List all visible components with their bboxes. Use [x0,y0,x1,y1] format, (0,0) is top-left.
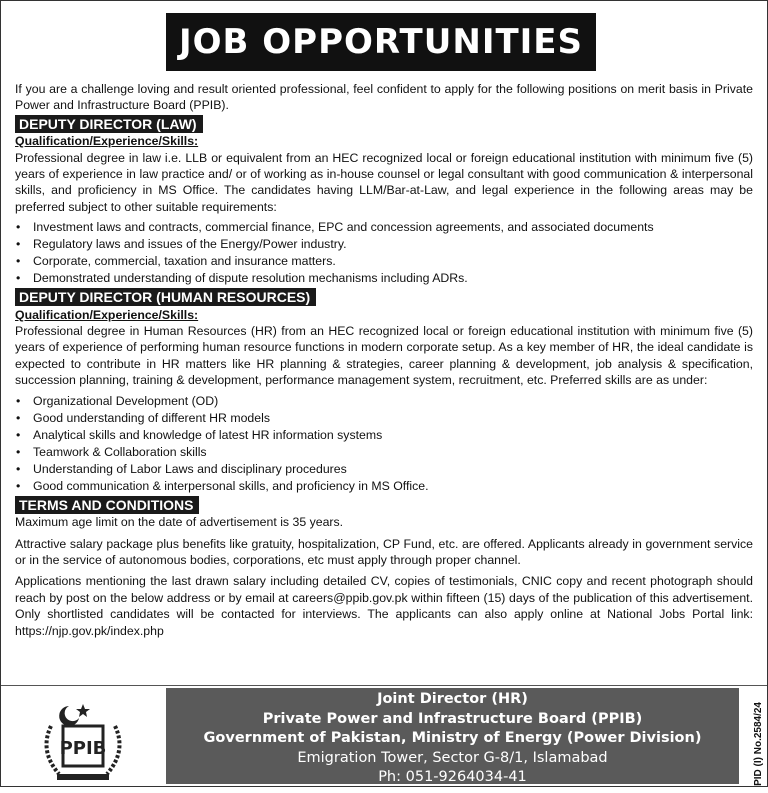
ppib-emblem-icon [29,696,137,788]
position-description: Professional degree in Human Resources (HR) from an HEC recognized local or foreign educational institution with minimum five (5) years of experience of performing human resource functions in modern corporate setup. As a key member of HR, the ideal candidate is expected to contribute in HR matters like HR planning & strategies, career planning & development, job analysis & specification, succession planning, training & development, performance management system, recruitment, etc. Preferred skills are as under: [15,324,753,388]
terms-paragraph: Attractive salary package plus benefits like gratuity, hospitalization, CP Fund, etc. are offered. Applicants already in government service or in the service of autonomous bodies, corporations, etc must apply through proper channel. [15,536,753,567]
footer [1,685,767,786]
position-subheading: Qualification/Experience/Skills: [15,307,199,322]
position-law [15,114,753,287]
list-item: • Organizational Development (OD) [15,393,753,410]
list-item: • Investment laws and contracts, commercial finance, EPC and concession agreements, and associated documents [15,219,753,236]
contact-title: Joint Director (HR) [377,691,528,707]
position-description: Professional degree in law i.e. LLB or equivalent from an HEC recognized local or foreign educational institution with minimum five (5) years of experience in law practice and/ or of working as in-house counsel or legal consultant with good communication & interpersonal skills, and proficiency in MS Office. The candidates having LLM/Bar-at-Law, and legal experience in the following areas may be preferred subject to other suitable requirements: [15,150,753,214]
terms-paragraph: Maximum age limit on the date of advertisement is 35 years. [15,515,344,530]
list-item: • Corporate, commercial, taxation and insurance matters. [15,253,753,270]
contact-block [166,688,739,784]
terms-section [15,495,753,639]
pid-number: PID (I) No.2584/24 [753,702,764,786]
position-subheading: Qualification/Experience/Skills: [15,134,199,149]
contact-organization: Private Power and Infrastructure Board (PPIB) [262,710,643,727]
list-item: • Regulatory laws and issues of the Energy/Power industry. [15,236,753,253]
svg-text:PPIB: PPIB [59,738,107,759]
contact-phone: Ph: 051-9264034-41 [378,769,527,786]
contact-address: Emigration Tower, Sector G-8/1, Islamabad [297,749,608,766]
list-item: • Demonstrated understanding of dispute resolution mechanisms including ADRs. [15,270,753,287]
contact-ministry: Government of Pakistan, Ministry of Energy (Power Division) [203,730,702,747]
position-heading: DEPUTY DIRECTOR (HUMAN RESOURCES) [15,288,316,306]
ad-body [15,81,753,639]
requirements-list [15,219,753,287]
terms-heading: TERMS AND CONDITIONS [15,496,199,514]
list-item: • Understanding of Labor Laws and disciplinary procedures [15,461,753,478]
terms-paragraph: Applications mentioning the last drawn salary including detailed CV, copies of testimonials, CNIC copy and recent photograph should reach by post on the below address or by email at careers@ppib.gov.pk within fifteen (15) days of the publication of this advertisement. Only shortlisted candidates will be contacted for interviews. The applicants can also apply online at National Jobs Portal link: https://njp.gov.pk/index.php [15,574,753,638]
intro-text: If you are a challenge loving and result oriented professional, feel confident to apply for the following positions on merit basis in Private Power and Infrastructure Board (PPIB). [15,82,753,113]
list-item: • Teamwork & Collaboration skills [15,444,753,461]
list-item: • Good communication & interpersonal skills, and proficiency in MS Office. [15,478,753,495]
position-hr [15,287,753,494]
page-title: JOB OPPORTUNITIES [166,13,596,71]
skills-list [15,393,753,495]
list-item: • Analytical skills and knowledge of latest HR information systems [15,427,753,444]
list-item: • Good understanding of different HR models [15,410,753,427]
position-heading: DEPUTY DIRECTOR (LAW) [15,115,203,133]
